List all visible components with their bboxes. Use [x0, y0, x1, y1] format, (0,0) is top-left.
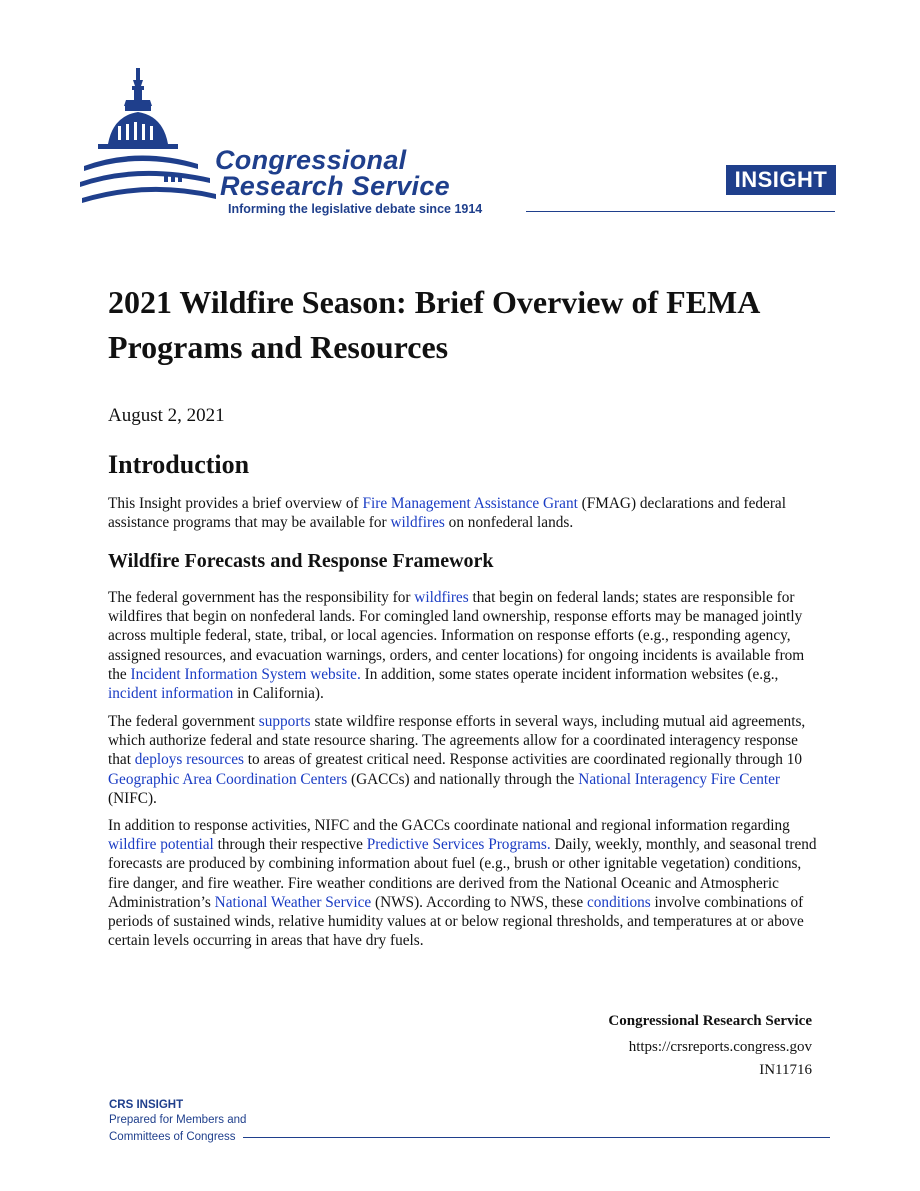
paragraph-text: (NIFC).	[108, 789, 157, 807]
paragraph-text: (FMAG) declarations and federal assistance programs that may be available for	[108, 495, 786, 532]
section-heading: Wildfire Forecasts and Response Framework	[108, 550, 494, 572]
prepared-line-1: Prepared for Members and	[109, 1114, 247, 1126]
paragraph-text: in California).	[233, 685, 324, 703]
inline-link[interactable]: conditions	[586, 893, 651, 911]
body-paragraph-2	[108, 712, 818, 808]
crs-logo	[78, 66, 538, 226]
paragraph-text: This Insight provides a brief overview of	[108, 495, 363, 512]
inline-link[interactable]: Fire Management Assistance Grant	[362, 495, 578, 512]
publication-date: August 2, 2021	[108, 405, 225, 426]
paragraph-text: state wildfire response efforts in several ways, including mutual aid agreements, which authorize federal and state resource sharing. The agreements allow for a coordinated interagency response that	[108, 713, 806, 769]
paragraph-text: to areas of greatest critical need. Response activities are coordinated regionally through 10	[243, 751, 803, 769]
inline-link[interactable]: wildfire potential	[108, 836, 214, 854]
paragraph-text: The federal government has the responsibility for	[108, 589, 415, 606]
logo-tagline: Informing the legislative debate since 1914	[228, 202, 483, 216]
paragraph-text: In addition to response activities, NIFC and the GACCs coordinate national and regional information regarding	[108, 817, 790, 834]
logo-org-line2: Research Service	[220, 171, 450, 201]
crs-insight-label: CRS INSIGHT	[109, 1099, 184, 1111]
inline-link[interactable]: Geographic Area Coordination Centers	[108, 770, 348, 788]
header-rule	[526, 211, 835, 212]
prepared-line-2: Committees of Congress	[109, 1131, 236, 1143]
inline-link[interactable]: Predictive Services Programs.	[366, 836, 551, 854]
page-title: 2021 Wildfire Season: Brief Overview of FEMA Programs and Resources	[108, 284, 759, 365]
paragraph-text: (GACCs) and nationally through the	[347, 770, 579, 788]
body-paragraph-3	[108, 816, 818, 950]
inline-link[interactable]: supports	[258, 713, 311, 730]
intro-heading: Introduction	[108, 450, 250, 479]
logo-org-line1: Congressional	[215, 145, 407, 175]
inline-link[interactable]: National Interagency Fire Center	[578, 770, 781, 788]
paragraph-text: through their respective	[213, 836, 367, 854]
inline-link[interactable]: wildfires	[414, 589, 469, 606]
paragraph-text: In addition, some states operate incident information websites (e.g.,	[360, 665, 779, 683]
paragraph-text: (NWS). According to NWS, these	[371, 893, 587, 911]
footer-url[interactable]: https://crsreports.congress.gov	[628, 1039, 812, 1055]
inline-link[interactable]: National Weather Service	[214, 893, 372, 911]
footer-rule	[243, 1137, 830, 1138]
footer-report-id: IN11716	[759, 1062, 812, 1078]
body-paragraph-1	[108, 588, 818, 703]
paragraph-text: that begin on federal lands; states are responsible for wildfires that begin on nonfederal lands. For comingled land ownership, response efforts may be managed jointly across multiple federal, state, tribal, or local agencies. Information on response efforts (e.g., responding agency, assigned resources, and evacuation warnings, orders, and center locations) for ongoing incidents is available from the	[108, 589, 805, 683]
capitol-dome-icon	[78, 66, 228, 216]
inline-link[interactable]: Incident Information System website.	[130, 665, 361, 683]
paragraph-text: Daily, weekly, monthly, and seasonal trend forecasts are produced by combining information about fuel (e.g., brush or other ignitable vegetation) conditions, fire danger, and fire weather. Fire weather conditions are derived from the National Oceanic and Atmospheric Administration’s	[108, 836, 817, 911]
inline-link[interactable]: deploys resources	[134, 751, 244, 769]
inline-link[interactable]: wildfires	[390, 514, 445, 532]
paragraph-text: involve combinations of periods of sustained winds, relative humidity values at or below regional thresholds, and temperatures at or above certain levels occurring in areas that have dry fuels.	[108, 893, 804, 950]
insight-badge: INSIGHT	[726, 165, 836, 195]
footer-org: Congressional Research Service	[608, 1013, 812, 1029]
paragraph-text: on nonfederal lands.	[444, 514, 574, 532]
inline-link[interactable]: incident information	[108, 685, 234, 703]
intro-paragraph	[108, 494, 818, 532]
paragraph-text: The federal government	[108, 713, 259, 730]
